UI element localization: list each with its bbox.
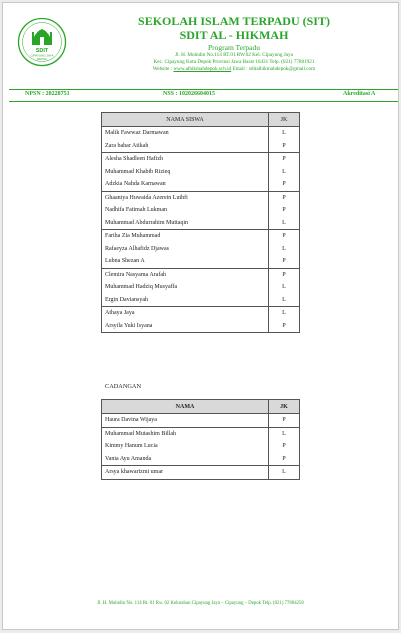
school-name-line2: SDIT AL - HIKMAH bbox=[179, 28, 289, 42]
email-text: Email : sditalhikmahdepok@gmail.com bbox=[232, 66, 316, 72]
table-row bbox=[102, 127, 300, 140]
header-jk: JK bbox=[269, 113, 300, 127]
student-name: Muhammad Khabib Rizieq bbox=[102, 166, 269, 179]
student-jk: P bbox=[269, 453, 300, 466]
header-name: NAMA bbox=[102, 400, 269, 414]
student-jk: P bbox=[269, 414, 300, 428]
school-logo bbox=[17, 17, 67, 67]
cadangan-title: CADANGAN bbox=[105, 383, 142, 390]
address-line2: Kec. Cipayung Kota Depok Provinsi Jawa Barat 16431 Telp. (021) 77881921 bbox=[153, 59, 315, 65]
student-jk: L bbox=[269, 281, 300, 294]
student-jk: L bbox=[269, 307, 300, 320]
table-row bbox=[102, 153, 300, 166]
table-row bbox=[102, 243, 300, 256]
student-name: Nadhifa Fatimah Lukman bbox=[102, 204, 269, 217]
table-row bbox=[102, 230, 300, 243]
table-row bbox=[102, 414, 300, 428]
student-name: Ergin Daviansyah bbox=[102, 294, 269, 307]
logo-text-location: CIPAYUNG JAYA bbox=[30, 53, 54, 58]
website-link[interactable]: www.alhikmahdepok.sch.id bbox=[173, 66, 232, 72]
student-name: Alesha Shadleen Hafizh bbox=[102, 153, 269, 166]
table-row bbox=[102, 140, 300, 153]
header-name: NAMA SISWA bbox=[102, 113, 269, 127]
student-name: Vania Ayu Amanda bbox=[102, 453, 269, 466]
student-jk: P bbox=[269, 255, 300, 268]
student-name: Lubna Shezan A bbox=[102, 255, 269, 268]
npsn-text: NPSN : 20228751 bbox=[25, 91, 70, 97]
letterhead bbox=[69, 14, 399, 73]
student-name: Malik Fawwaz Darmawan bbox=[102, 127, 269, 140]
student-jk: L bbox=[269, 217, 300, 230]
nss-text: NSS : 102026604015 bbox=[163, 91, 216, 97]
table-row bbox=[102, 191, 300, 204]
student-name: Clemira Nasyama Arafah bbox=[102, 268, 269, 281]
student-jk: L bbox=[269, 127, 300, 140]
table-row bbox=[102, 281, 300, 294]
table-row bbox=[102, 166, 300, 179]
logo-text-sdit: SDIT bbox=[35, 48, 49, 54]
akreditasi-text: Akreditasi A bbox=[343, 91, 376, 97]
student-jk: P bbox=[269, 140, 300, 153]
table-row bbox=[102, 294, 300, 307]
logo-text-city: DEPOK bbox=[37, 57, 47, 61]
school-name-line1: SEKOLAH ISLAM TERPADU (SIT) bbox=[138, 14, 330, 28]
student-table bbox=[101, 112, 300, 333]
table-row bbox=[102, 466, 300, 480]
table-row bbox=[102, 268, 300, 281]
table-row bbox=[102, 307, 300, 320]
student-jk: P bbox=[269, 230, 300, 243]
student-name: Adzkia Nahda Karnawan bbox=[102, 178, 269, 191]
address-line1: Jl. H. Muhidin No.114 RT.01 RW.02 Kel. Cipayung Jaya bbox=[175, 52, 293, 58]
student-jk: L bbox=[269, 294, 300, 307]
student-jk: P bbox=[269, 268, 300, 281]
document-page bbox=[2, 2, 399, 630]
student-jk: P bbox=[269, 191, 300, 204]
table-row bbox=[102, 178, 300, 191]
student-name: Kimmy Hanum Lucia bbox=[102, 440, 269, 453]
student-name: Fariha Zia Muhammad bbox=[102, 230, 269, 243]
student-jk: L bbox=[269, 427, 300, 440]
student-jk: P bbox=[269, 178, 300, 191]
table-row bbox=[102, 204, 300, 217]
student-name: Arsya khawarizmi umar bbox=[102, 466, 269, 480]
student-name: Rafaeyza Alhafidz Djawas bbox=[102, 243, 269, 256]
student-jk: P bbox=[269, 204, 300, 217]
table-row bbox=[102, 440, 300, 453]
footer-address: Jl. H. Muhidin No. 114 Rt. 01 Rw. 02 Kelurahan Cipayung Jaya – Cipayung – Depok Telp. (021) 77884258 bbox=[97, 601, 304, 606]
reserve-table bbox=[101, 399, 300, 480]
student-jk: L bbox=[269, 466, 300, 480]
student-jk: L bbox=[269, 243, 300, 256]
student-jk: P bbox=[269, 153, 300, 166]
student-name: Muhammad Hadziq Musyaffa bbox=[102, 281, 269, 294]
student-name: Arsyila Yuki Isyana bbox=[102, 320, 269, 333]
header-jk: JK bbox=[269, 400, 300, 414]
header-rule-top bbox=[9, 89, 398, 90]
student-name: Muhammad Abdurrahim Muttaqin bbox=[102, 217, 269, 230]
student-name: Haura Davina Wijaya bbox=[102, 414, 269, 428]
table-row bbox=[102, 320, 300, 333]
student-name: Muhammad Mutashim Billah bbox=[102, 427, 269, 440]
contact-line bbox=[69, 66, 399, 73]
student-name: Ghaaniya Huwaida Azerein Luthfi bbox=[102, 191, 269, 204]
student-jk: L bbox=[269, 166, 300, 179]
website-label: Website : bbox=[152, 66, 173, 72]
header-rule-bottom bbox=[9, 101, 398, 102]
student-name: Athaya Jaya bbox=[102, 307, 269, 320]
student-jk: P bbox=[269, 440, 300, 453]
student-jk: P bbox=[269, 320, 300, 333]
table-row bbox=[102, 255, 300, 268]
program-label: Program Terpadu bbox=[207, 43, 261, 52]
table-row bbox=[102, 453, 300, 466]
table-row bbox=[102, 217, 300, 230]
table-row bbox=[102, 427, 300, 440]
student-name: Zara bahar Atikah bbox=[102, 140, 269, 153]
